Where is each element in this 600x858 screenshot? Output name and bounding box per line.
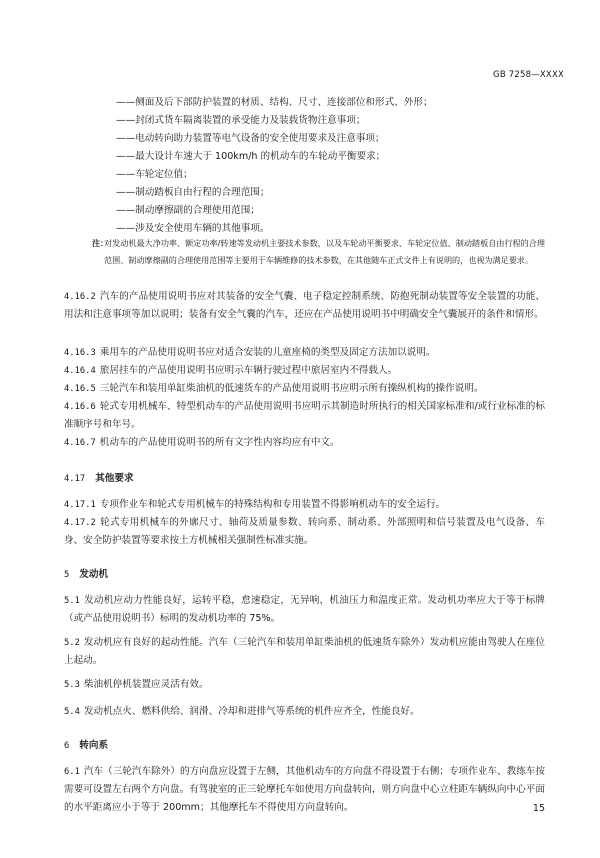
clause-text: 汽车（三轮汽车除外）的方向盘应设置于左侧，其他机动车的方向盘不得设置于右侧；专项作业车、教练车按需要可设置左右两个方向盘。有驾驶室的正三轮摩托车如使用方向盘转向，则方向盘中心立柱距车辆纵向中心平面的水平距离应小于等于 200mm；其他摩托车不得使用方向盘转向。 xyxy=(64,766,545,813)
clause-4-16-2 xyxy=(64,288,545,324)
clause-text: 发动机应动力性能良好，运转平稳，怠速稳定，无异响，机油压力和温度正常。发动机功率应大于等于标牌（或产品使用说明书）标明的发动机功率的 75%。 xyxy=(64,595,545,625)
dash-item: ——涉及安全使用车辆的其他事项。 xyxy=(116,223,270,234)
clause-5-3 xyxy=(64,676,545,694)
dash-item: ——制动摩擦副的合理使用范围； xyxy=(116,205,260,216)
section-heading-4-17 xyxy=(64,470,134,484)
clause-4-16-7 xyxy=(64,434,545,452)
section-title: 其他要求 xyxy=(95,473,134,484)
dash-item: ——车轮定位值； xyxy=(116,169,193,180)
document-code: GB 7258—XXXX xyxy=(493,70,564,80)
dash-item: ——最大设计车速大于 100km/h 的机动车的车轮动平衡要求； xyxy=(116,151,386,162)
clause-number: 4.17.1 xyxy=(64,500,96,510)
clause-4-17-1 xyxy=(64,496,545,514)
clause-number: 5.2 xyxy=(64,638,80,648)
clause-text: 轮式专用机械车的外廓尺寸、轴荷及质量参数、转向系、制动系、外部照明和信号装置及电气设备、车身、安全防护装置等要求按土方机械相关强制性标准实施。 xyxy=(64,517,545,547)
clause-text: 三轮汽车和装用单缸柴油机的低速货车的产品使用说明书应明示所有操纵机构的操作说明。 xyxy=(99,383,484,394)
dash-item: ——电动转向助力装置等电气设备的安全使用要求及注意事项； xyxy=(116,133,385,144)
clause-number: 5.1 xyxy=(64,596,80,606)
clause-4-16-5 xyxy=(64,380,545,398)
clause-5-1 xyxy=(64,592,545,628)
clause-text: 柴油机停机装置应灵活有效。 xyxy=(83,679,209,690)
clause-4-16-4 xyxy=(64,362,545,380)
chapter-number: 6 xyxy=(64,741,70,751)
chapter-number: 5 xyxy=(64,570,70,580)
chapter-heading-6 xyxy=(64,737,108,751)
clause-6-1 xyxy=(64,763,545,816)
chapter-title: 转向系 xyxy=(79,740,109,751)
dash-item: ——制动踏板自由行程的合理范围； xyxy=(116,187,270,198)
clause-number: 4.16.7 xyxy=(64,438,96,448)
clause-4-16-3 xyxy=(64,344,545,362)
clause-number: 4.16.5 xyxy=(64,384,96,394)
clause-number: 6.1 xyxy=(64,767,80,777)
clause-number: 4.17.2 xyxy=(64,518,96,528)
chapter-title: 发动机 xyxy=(79,569,109,580)
clause-text: 发动机应有良好的起动性能。汽车（三轮汽车和装用单缸柴油机的低速货车除外）发动机应能由驾驶人在座位上起动。 xyxy=(64,637,545,667)
clause-number: 4.16.2 xyxy=(64,292,96,302)
clause-number: 4.16.3 xyxy=(64,348,96,358)
clause-number: 5.3 xyxy=(64,680,80,690)
note-label: 注： xyxy=(92,238,109,248)
clause-text: 乘用车的产品使用说明书应对适合安装的儿童座椅的类型及固定方法加以说明。 xyxy=(99,347,436,358)
chapter-heading-5 xyxy=(64,566,108,580)
note-text: 对发动机最大净功率、额定功率/转速等发动机主要技术参数，以及车轮动平衡要求、车轮定位值、制动踏板自由行程的合理范围、制动摩擦副的合理使用范围等主要用于车辆维修的技术参数，在其他随车正式文件上有说明的，也视为满足要求。 xyxy=(104,238,545,265)
clause-4-16-6 xyxy=(64,398,545,434)
clause-4-17-2 xyxy=(64,514,545,550)
clause-text: 发动机点火、燃料供给、润滑、冷却和进排气等系统的机件应齐全，性能良好。 xyxy=(83,706,420,717)
clause-5-2 xyxy=(64,634,545,670)
clause-text: 专项作业车和轮式专用机械车的特殊结构和专用装置不得影响机动车的安全运行。 xyxy=(99,499,446,510)
page-number: 15 xyxy=(532,803,545,814)
clause-number: 4.16.6 xyxy=(64,402,96,412)
note-block xyxy=(92,235,545,268)
dash-item: ——侧面及后下部防护装置的材质、结构、尺寸、连接部位和形式、外形； xyxy=(116,97,433,108)
clause-number: 4.16.4 xyxy=(64,366,96,376)
clause-5-4 xyxy=(64,703,545,721)
dash-item: ——封闭式货车隔离装置的承受能力及装载货物注意事项； xyxy=(116,115,366,126)
clause-text: 旅居挂车的产品使用说明书应明示车辆行驶过程中旅居室内不得载人。 xyxy=(99,365,398,376)
clause-text: 轮式专用机械车、特型机动车的产品使用说明书应明示其制造时所执行的相关国家标准和/或行业标准的标准顺序号和年号。 xyxy=(64,401,545,431)
section-number: 4.17 xyxy=(64,474,86,484)
clause-text: 汽车的产品使用说明书应对其装备的安全气囊、电子稳定控制系统、防抱死制动装置等安全装置的功能、用法和注意事项等加以说明；装备有安全气囊的汽车，还应在产品使用说明书中明确安全气囊展开的条件和情形。 xyxy=(64,291,545,321)
clause-text: 机动车的产品使用说明书的所有文字性内容均应有中文。 xyxy=(99,437,340,448)
clause-number: 5.4 xyxy=(64,707,80,717)
